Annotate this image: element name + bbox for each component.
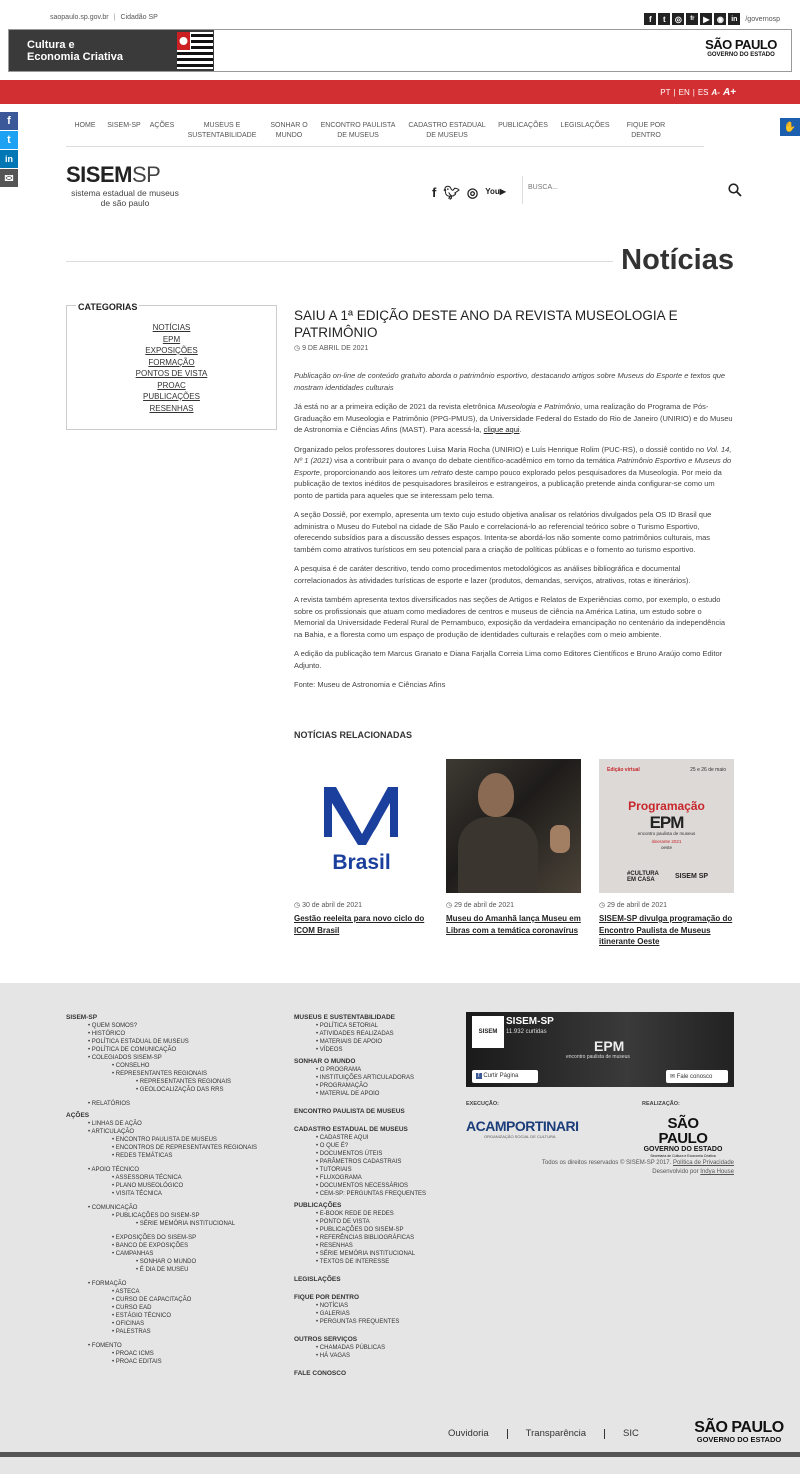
cidadao-link[interactable]: Cidadão SP (120, 14, 158, 21)
footer-link[interactable]: • SÉRIE MEMÓRIA INSTITUCIONAL (66, 1220, 276, 1228)
epm-prog: Programação (628, 799, 705, 813)
fb-like-button[interactable]: f Curtir Página (472, 1070, 538, 1083)
issuu-icon[interactable]: ◉ (714, 13, 726, 25)
nav-divider (66, 146, 704, 147)
footer-link[interactable]: • RELATÓRIOS (66, 1100, 276, 1108)
article-lead: Publicação on-line de conteúdo gratuito aborda o patrimônio esportivo, destacando artigos sobre Museus do Esporte e textos que mostram identidades culturais (294, 371, 726, 392)
article-date: ◷ 9 DE ABRIL DE 2021 (294, 345, 369, 352)
footer-link[interactable]: • PARÂMETROS CADASTRAIS (294, 1158, 454, 1166)
fb-page-name[interactable]: SISEM-SP (506, 1016, 554, 1027)
share-email-icon[interactable]: ✉ (0, 169, 18, 187)
footer-heading[interactable]: MUSEUS E SUSTENTABILIDADE (294, 1014, 395, 1021)
footer-link[interactable]: • BANCO DE EXPOSIÇÕES (66, 1242, 276, 1250)
footer-link[interactable]: • MATERIAIS DE APOIO (294, 1038, 454, 1046)
spacer (294, 1266, 454, 1272)
footer-link[interactable]: • FOMENTO (66, 1342, 276, 1350)
lang-pt[interactable]: PT (660, 87, 671, 97)
footer-link[interactable]: • CONSELHO (66, 1062, 276, 1070)
header-social (432, 185, 506, 201)
person-body (458, 817, 538, 893)
footer-link[interactable]: • CADASTRE AQUI (294, 1134, 454, 1142)
instagram-icon[interactable]: ◎ (466, 185, 479, 200)
footer-link[interactable]: • CAMPANHAS (66, 1250, 276, 1258)
footer-heading[interactable]: ENCONTRO PAULISTA DE MUSEUS (294, 1108, 405, 1115)
category-link[interactable]: NOTÍCIAS (152, 323, 191, 332)
footer-heading[interactable]: FIQUE POR DENTRO (294, 1294, 360, 1301)
sisem-mini-logo: SISEM SP (675, 873, 709, 880)
search-divider (522, 176, 523, 204)
footer-link[interactable]: • MATERIAL DE APOIO (294, 1090, 454, 1098)
footer-heading[interactable]: SISEM-SP (66, 1014, 98, 1021)
footer-link[interactable]: • VÍDEOS (294, 1046, 454, 1054)
category-link[interactable]: EXPOSIÇÕES (145, 346, 198, 355)
related-card[interactable]: Edição virtual 25 e 26 de maio Programação EPM encontro paulista de museus itinerante 2021 oeste #CULTURA EM CASA SISEM SP ◷ 29 de abril de 2021 SISEM-SP divulga programação do Encontro Paulista de Museus itinerante Oeste (599, 759, 734, 948)
footer-link[interactable]: • O PROGRAMA (294, 1066, 454, 1074)
gov-links: saopaulo.sp.gov.br | Cidadão SP (50, 14, 158, 21)
footer-link[interactable]: • OFICINAS (66, 1320, 276, 1328)
footer-link[interactable]: • ASTECA (66, 1288, 276, 1296)
search-input[interactable] (528, 184, 718, 191)
footer-link[interactable]: • REPRESENTANTES REGIONAIS (66, 1078, 276, 1086)
footer-link[interactable]: • ENCONTROS DE REPRESENTANTES REGIONAIS (66, 1144, 276, 1152)
footer-link[interactable]: • PONTO DE VISTA (294, 1218, 454, 1226)
footer-sitemap-col1 (66, 1010, 276, 1366)
footer-link[interactable]: • CEM-SP: PERGUNTAS FREQUENTES (294, 1190, 454, 1198)
categories-list (67, 322, 276, 414)
facebook-widget[interactable] (466, 1012, 734, 1087)
footer-sitemap-col2 (294, 1010, 454, 1378)
related-card[interactable]: ◷ 29 de abril de 2021 Museu do Amanhã lança Museu em Libras com a temática coronavírus (446, 759, 581, 936)
transparencia-link[interactable]: Transparência (508, 1429, 605, 1439)
sp-flag-icon (177, 32, 213, 69)
article-p3: A seção Dossiê, por exemplo, apresenta um texto cujo estudo objetiva analisar os relatórios divulgados pela OS ID Brasil que administra o Museu do Futebol na cidade de São Paulo e correlacioná-lo ao referencial teórico sobre o Turismo Esportivo, oferecendo subsídios para a discussão desses espaços. Intenta-se abordá-los não somente como patrimônios culturais, mas também como atrativos turísticos em seu potencial para a criação de políticas públicas e o fomento ao turismo esportivo. (294, 510, 712, 554)
page-title: Notícias (613, 244, 734, 277)
footer-link[interactable]: • CURSO EAD (66, 1304, 276, 1312)
footer-link[interactable]: • INSTITUIÇÕES ARTICULADORAS (294, 1074, 454, 1082)
bottom-bar (0, 1452, 800, 1457)
fb-likes: 11.932 curtidas (506, 1029, 547, 1035)
footer-heading[interactable]: CADASTRO ESTADUAL DE MUSEUS (294, 1126, 408, 1133)
nav-item[interactable]: ENCONTRO PAULISTA DE MUSEUS (320, 122, 396, 139)
categories-box (66, 302, 277, 430)
lang-es[interactable]: ES (697, 87, 709, 97)
sisem-logo[interactable]: SISEMSP sistema estadual de museus de são paulo (66, 162, 179, 208)
footer-link[interactable]: • PUBLICAÇÕES DO SISEM-SP (66, 1212, 276, 1220)
article-p4: A pesquisa é de caráter descritivo, tendo como procedimentos metodológicos as análises bibliográfica e documental correlacionados às atividades turísticas de esporte e lazer (produtos, demandas, serviços, atrativos, rotas e itinerários). (294, 564, 691, 585)
cultura-casa-logo: #CULTURA EM CASA (627, 871, 659, 883)
footer-heading[interactable]: LEGISLAÇÕES (294, 1276, 341, 1283)
category-link[interactable]: EPM (162, 334, 181, 344)
category-link[interactable]: PONTOS DE VISTA (135, 369, 208, 378)
bottom-sp-logo[interactable]: SÃO PAULO GOVERNO DO ESTADO (694, 1419, 784, 1444)
nav-item[interactable]: LEGISLAÇÕES (560, 122, 610, 129)
share-twitter-icon[interactable]: t (0, 131, 18, 149)
article-source: Fonte: Museu de Astronomia e Ciências Afins (294, 680, 446, 689)
gov-site-link[interactable]: saopaulo.sp.gov.br (50, 14, 109, 21)
article (294, 307, 734, 699)
icom-brasil-image[interactable] (294, 759, 429, 893)
nav-item[interactable]: CADASTRO ESTADUAL DE MUSEUS (408, 122, 486, 139)
lang-en[interactable]: EN (678, 87, 690, 97)
footer-link[interactable]: • FORMAÇÃO (66, 1280, 276, 1288)
footer-link[interactable]: • COLEGIADOS SISEM-SP (66, 1054, 276, 1062)
footer-link[interactable]: • PUBLICAÇÕES DO SISEM-SP (294, 1226, 454, 1234)
footer-link[interactable]: • ASSESSORIA TÉCNICA (66, 1174, 276, 1182)
hand-shape (550, 825, 570, 853)
clock-icon: ◷ (294, 345, 301, 352)
twitter-icon[interactable]: t (658, 13, 670, 25)
related-title[interactable]: SISEM-SP divulga programação do Encontro Paulista de Museus itinerante Oeste (599, 914, 733, 946)
footer-link[interactable]: • APOIO TÉCNICO (66, 1166, 276, 1174)
footer-link[interactable]: • REFERÊNCIAS BIBLIOGRÁFICAS (294, 1234, 454, 1242)
sp-gov-logo[interactable]: SÃO PAULO GOVERNO DO ESTADO (705, 37, 777, 58)
epm-logo: EPM (649, 813, 684, 832)
epm-oeste: oeste (660, 845, 672, 850)
gov-banner (8, 29, 792, 72)
footer-link[interactable]: • RESENHAS (294, 1242, 454, 1250)
message-icon: ✉ (670, 1074, 676, 1080)
footer-link[interactable]: • FLUXOGRAMA (294, 1174, 454, 1182)
footer-heading[interactable]: OUTROS SERVIÇOS (294, 1336, 358, 1343)
footer-link[interactable]: • PERGUNTAS FREQUENTES (294, 1318, 454, 1326)
footer-link[interactable]: • CURSO DE CAPACITAÇÃO (66, 1296, 276, 1304)
related-heading: NOTÍCIAS RELACIONADAS (294, 730, 413, 740)
footer-link[interactable]: • É DIA DE MUSEU (66, 1266, 276, 1274)
footer-link[interactable]: • QUEM SOMOS? (66, 1022, 276, 1030)
footer-link[interactable]: • DOCUMENTOS ÚTEIS (294, 1150, 454, 1158)
footer-link[interactable]: • O QUE É? (294, 1142, 454, 1150)
footer-link[interactable]: • GEOLOCALIZAÇÃO DAS RRS (66, 1086, 276, 1094)
main-nav (66, 121, 706, 141)
spacer (294, 1116, 454, 1122)
nav-item[interactable]: AÇÕES (149, 122, 175, 129)
footer-link[interactable]: • POLÍTICA ESTADUAL DE MUSEUS (66, 1038, 276, 1046)
related-card[interactable]: Brasil ◷ 30 de abril de 2021 Gestão reeleita para novo ciclo do ICOM Brasil (294, 759, 429, 936)
footer-link[interactable]: • REPRESENTANTES REGIONAIS (66, 1070, 276, 1078)
category-link[interactable]: FORMAÇÃO (148, 357, 195, 367)
spacer (294, 1284, 454, 1290)
footer-link[interactable]: • VISITA TÉCNICA (66, 1190, 276, 1198)
nav-item[interactable]: SONHAR O MUNDO (270, 122, 308, 139)
footer-link[interactable]: • REDES TEMÁTICAS (66, 1152, 276, 1160)
article-body (294, 370, 734, 691)
ouvidoria-link[interactable]: Ouvidoria (448, 1429, 508, 1439)
spacer (294, 1326, 454, 1332)
footer-link[interactable]: • NOTÍCIAS (294, 1302, 454, 1310)
sic-link[interactable]: SIC (623, 1428, 639, 1439)
related-title[interactable]: Museu do Amanhã lança Museu em Libras com a temática coronavírus (446, 914, 581, 935)
footer-heading[interactable]: PUBLICAÇÕES (294, 1202, 342, 1209)
fb-epm-sub: encontro paulista de museus (566, 1054, 630, 1060)
footer-link[interactable]: • ESTÁGIO TÉCNICO (66, 1312, 276, 1320)
epm-sub: encontro paulista de museus (637, 831, 696, 836)
clock-icon: ◷ (446, 902, 453, 909)
spacer (294, 1360, 454, 1366)
nav-item[interactable]: PUBLICAÇÕES (498, 122, 548, 129)
footer-heading[interactable]: AÇÕES (66, 1112, 90, 1119)
footer-link[interactable]: • HISTÓRICO (66, 1030, 276, 1038)
footer-link[interactable]: • LINHAS DE AÇÃO (66, 1120, 276, 1128)
footer-link[interactable]: • POLÍTICA SETORIAL (294, 1022, 454, 1030)
footer-link[interactable]: • EXPOSIÇÕES DO SISEM-SP (66, 1234, 276, 1242)
linkedin-icon[interactable]: in (728, 13, 740, 25)
flickr-icon[interactable]: fr (686, 13, 698, 25)
search-icon[interactable] (728, 183, 742, 197)
footer-link[interactable]: • ENCONTRO PAULISTA DE MUSEUS (66, 1136, 276, 1144)
gov-social (644, 13, 780, 25)
facebook-icon[interactable]: f (432, 185, 437, 200)
article-p5: A revista também apresenta textos diversificados nas seções de Artigos e Relatos de Experiências como, por exemplo, o estudo sobre os profissionais que atuam como mediadores de centros e museus de ciência na América Latina, um estudo sobre o Memorial da Universidade Federal Rural de Pernambuco, exposição da verdadeira emancipação no centenário da independência na Bahia, e a floresta como um espaço de produção de identidades culturais e relações com o meio ambiente. (294, 595, 726, 639)
fb-small-icon: f (478, 1073, 480, 1079)
language-bar: PT | EN | ES A- A+ (0, 80, 800, 104)
font-decrease-button[interactable]: A- (711, 87, 720, 97)
fb-epm: EPM (594, 1038, 625, 1054)
epm-dates: 25 e 26 de maio (690, 767, 726, 773)
category-link[interactable]: RESENHAS (149, 403, 194, 413)
nav-item[interactable]: SISEM-SP (107, 122, 141, 129)
clock-icon: ◷ (294, 902, 301, 909)
gov-handle[interactable]: /governosp (745, 15, 780, 23)
footer-link[interactable]: • SÉRIE MEMÓRIA INSTITUCIONAL (294, 1250, 454, 1258)
footer-heading[interactable]: FALE CONOSCO (294, 1370, 347, 1377)
footer-link[interactable]: • POLÍTICA DE COMUNICAÇÃO (66, 1046, 276, 1054)
facebook-icon[interactable]: f (644, 13, 656, 25)
article-p2: Organizado pelos professores doutores Luisa Maria Rocha (UNIRIO) e Luís Henrique Rolim (PUC-RS), o dossiê contido no Vol. 14, Nº 1 (2021) visa a contribuir para o avanço do debate científico-acadêmico em torno da temática Patrimônio Esportivo e Museus do Esporte, proporcionando aos leitores um retrato deste campo pouco explorado pelos pesquisadores da Museologia. Por meio da publicação de textos inéditos de pesquisadores brasileiros e estrangeiros, a publicação pretende ainda configurar-se como um ponto de partida para aqueles que se interessam pelo tema. (294, 444, 732, 500)
person-silhouette (478, 773, 514, 817)
epm-itin: itinerante 2021 (651, 839, 682, 844)
developer-link[interactable]: Indya House (700, 1169, 734, 1175)
footer-link[interactable]: • COMUNICAÇÃO (66, 1204, 276, 1212)
youtube-icon[interactable]: You▶ (485, 187, 506, 196)
footer-sp-logo[interactable]: SÃO PAULO GOVERNO DO ESTADO Secretaria de Cultura e Economia Criativa (643, 1115, 723, 1158)
nav-item[interactable]: HOME (74, 122, 96, 129)
footer-link[interactable]: • DOCUMENTOS NECESSÁRIOS (294, 1182, 454, 1190)
instagram-icon[interactable]: ◎ (672, 13, 684, 25)
footer-link[interactable]: • PROAC EDITAIS (66, 1358, 276, 1366)
museu-libras-image[interactable] (446, 759, 581, 893)
bottom-links (448, 1429, 657, 1439)
twitter-icon[interactable]: 🐦︎ (443, 185, 460, 200)
footer-link[interactable]: • E-BOOK REDE DE REDES (294, 1210, 454, 1218)
footer-link[interactable]: • HÁ VAGAS (294, 1352, 454, 1360)
footer-link[interactable]: • PROGRAMAÇÃO (294, 1082, 454, 1090)
epm-program-image[interactable] (599, 759, 734, 893)
copyright: Todos os direitos reservados © SISEM-SP 2017. Política de Privacidade Desenvolvido por Indya House (541, 1160, 734, 1175)
font-increase-button[interactable]: A+ (722, 86, 736, 98)
fb-contact-button[interactable]: ✉ Fale conosco (666, 1070, 728, 1083)
footer-link[interactable]: • ATIVIDADES REALIZADAS (294, 1030, 454, 1038)
acam-logo[interactable]: ACAMPORTINARI ORGANIZAÇÃO SOCIAL DE CULTURA (466, 1118, 579, 1139)
nav-item[interactable]: MUSEUS E SUSTENTABILIDADE (187, 122, 257, 139)
footer-link[interactable]: • PROAC ICMS (66, 1350, 276, 1358)
realiz-label: REALIZAÇÃO: (642, 1101, 680, 1107)
categories-heading: CATEGORIAS (78, 302, 138, 312)
youtube-icon[interactable]: ▶ (700, 13, 712, 25)
article-p1: Já está no ar a primeira edição de 2021 da revista eletrônica Museologia e Patrimônio, uma realização do Programa de Pós-Graduação em Museologia e Patrimônio (PPG-PMUS), da Universidade Federal do Estado do Rio de Janeiro (UNIRIO) e do Museu de Astronomia e Ciências Afins (MAST). Para acessá-la, clique aqui. (294, 402, 733, 434)
share-facebook-icon[interactable]: f (0, 112, 18, 130)
article-title: SAIU A 1ª EDIÇÃO DESTE ANO DA REVISTA MUSEOLOGIA E PATRIMÔNIO (294, 308, 678, 340)
secretaria-logo[interactable]: Cultura e Economia Criativa (9, 30, 214, 71)
footer-link[interactable]: • CHAMADAS PÚBLICAS (294, 1344, 454, 1352)
vlibras-icon[interactable]: ✋ (780, 118, 800, 136)
footer-link[interactable]: • TUTORIAIS (294, 1166, 454, 1174)
footer-link[interactable]: • ARTICULAÇÃO (66, 1128, 276, 1136)
fb-avatar: SISEM (472, 1016, 504, 1048)
footer-heading[interactable]: SONHAR O MUNDO (294, 1058, 356, 1065)
access-link[interactable]: clique aqui (483, 425, 520, 434)
exec-label: EXECUÇÃO: (466, 1101, 500, 1107)
category-link[interactable]: PUBLICAÇÕES (143, 392, 200, 401)
share-bar (0, 112, 18, 188)
footer-link[interactable]: • SONHAR O MUNDO (66, 1258, 276, 1266)
footer-link[interactable]: • GALERIAS (294, 1310, 454, 1318)
icom-brasil-text: Brasil (332, 851, 391, 874)
footer-link[interactable]: • PALESTRAS (66, 1328, 276, 1336)
spacer (294, 1098, 454, 1104)
clock-icon: ◷ (599, 902, 606, 909)
footer-link[interactable]: • PLANO MUSEOLÓGICO (66, 1182, 276, 1190)
article-p6: A edição da publicação tem Marcus Granato e Diana Farjalla Correia Lima como Editores Científicos e Bruno Araújo como Editor Adjunto. (294, 649, 723, 670)
footer-link[interactable]: • TEXTOS DE INTERESSE (294, 1258, 454, 1266)
related-title[interactable]: Gestão reeleita para novo ciclo do ICOM Brasil (294, 914, 425, 935)
category-link[interactable]: PROAC (157, 380, 186, 390)
nav-item[interactable]: FIQUE POR DENTRO (626, 122, 666, 139)
share-linkedin-icon[interactable]: in (0, 150, 18, 168)
epm-virtual: Edição virtual (607, 767, 640, 773)
privacy-link[interactable]: Política de Privacidade (672, 1160, 734, 1166)
